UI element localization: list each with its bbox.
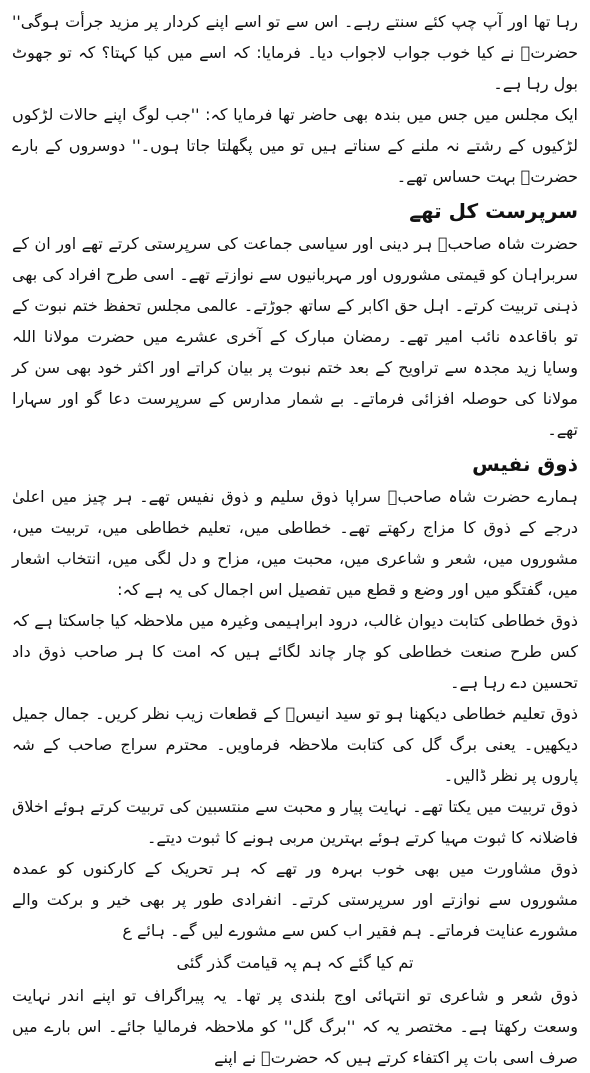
section-heading-sarparast: سرپرست کل تھے <box>409 199 578 223</box>
section-heading-zauq: ذوق نفیس <box>472 452 578 476</box>
paragraph-zauq-mashawarat: ذوق مشاورت میں بھی خوب بہرہ ور تھے کہ ہر تحریک کے کارکنوں کو عمدہ مشوروں سے نوازتے اور سرپرستی کرتے۔ انفرادی طور پر بھی خیر و برکت والے مشورے عنایت فرماتے۔ ہم فقیر اب کس سے مشورے لیں گے۔ ہائے ع <box>12 859 578 940</box>
paragraph-sarparast: حضرت شاہ صاحبؒ ہر دینی اور سیاسی جماعت کی سرپرستی کرتے تھے اور ان کے سربراہان کو قیمتی مشوروں اور مہربانیوں سے نوازتے تھے۔ اسی طرح افراد کی بھی ذہنی تربیت کرتے۔ اہل حق اکابر کے ساتھ جوڑتے۔ عالمی مجلس تحفظ ختم نبوت کے تو باقاعدہ نائب امیر تھے۔ رمضان مبارک کے آخری عشرے میں حضرت مولانا اللہ وسایا زید مجدہ سے تراویح کے بعد ختم نبوت پر بیان کراتے اور اکثر خود بھی سن کر مولانا کی حوصلہ افزائی فرماتے۔ بے شمار مدارس کے سرپرست دعا گو اور سہارا تھے۔ <box>12 234 578 439</box>
paragraph-intro: رہا تھا اور آپ چپ کئے سنتے رہے۔ اس سے تو اسے اپنے کردار پر مزید جرأت ہوگی'' حضرتؒ نے کیا خوب جواب لاجواب دیا۔ فرمایا: کہ اسے میں کیا کہتا؟ کہ تو جھوٹ بول رہا ہے۔ <box>12 12 578 93</box>
paragraph-majlis: ایک مجلس میں جس میں بندہ بھی حاضر تھا فرمایا کہ: ''جب لوگ اپنے حالات لڑکوں لڑکیوں کے رشتے نہ ملنے کے سناتے ہیں تو میں پگھلتا جاتا ہوں۔'' دوسروں کے بارے حضرتؒ بہت حساس تھے۔ <box>12 105 579 186</box>
paragraph-zauq-taleem: ذوق تعلیم خطاطی دیکھنا ہو تو سید انیسؒ کے قطعات زیب نظر کریں۔ جمال جمیل دیکھیں۔ یعنی برگ گل کی کتابت ملاحظہ فرماویں۔ محترم سراج صاحب کے شہ پاروں پر نظر ڈالیں۔ <box>12 704 578 785</box>
paragraph-zauq-tarbiyat: ذوق تربیت میں یکتا تھے۔ نہایت پیار و محبت سے منتسبین کی تربیت کرتے ہوئے اخلاق فاضلانہ کا ثبوت مہیا کرتے ہوئے بہترین مربی ہونے کا ثبوت دیتے۔ <box>12 797 578 847</box>
verse-line: تم کیا گئے کہ ہم پہ قیامت گذر گئی <box>176 953 414 972</box>
paragraph-zauq-khattati: ذوق خطاطی کتابت دیوان غالب، درود ابراہیمی وغیرہ میں ملاحظہ کیا جاسکتا ہے کہ کس طرح صنعت خطاطی کو چار چاند لگائے ہیں کہ امت کا ہر صاحب ذوق داد تحسین دے رہا ہے۔ <box>12 611 578 692</box>
paragraph-zauq-intro: ہمارے حضرت شاہ صاحبؒ سراپا ذوق سلیم و ذوق نفیس تھے۔ ہر چیز میں اعلیٰ درجے کے ذوق کا مزاج رکھتے تھے۔ خطاطی میں، تعلیم خطاطی میں، تربیت میں، مشوروں میں، شعر و شاعری میں، محبت میں، مزاح و دل لگی میں، انتخاب اشعار میں، گفتگو میں اور وضع و قطع میں تفصیل اس اجمال کی یہ ہے کہ: <box>12 487 578 599</box>
paragraph-zauq-shairi: ذوق شعر و شاعری تو انتہائی اوج بلندی پر تھا۔ یہ پیراگراف تو اپنے اندر نہایت وسعت رکھتا ہے۔ مختصر یہ کہ ''برگ گل'' کو ملاحظہ فرمالیا جائے۔ اس بارے میں صرف اسی بات پر اکتفاء کرتے ہیں کہ حضرتؒ نے اپنے <box>12 986 578 1067</box>
